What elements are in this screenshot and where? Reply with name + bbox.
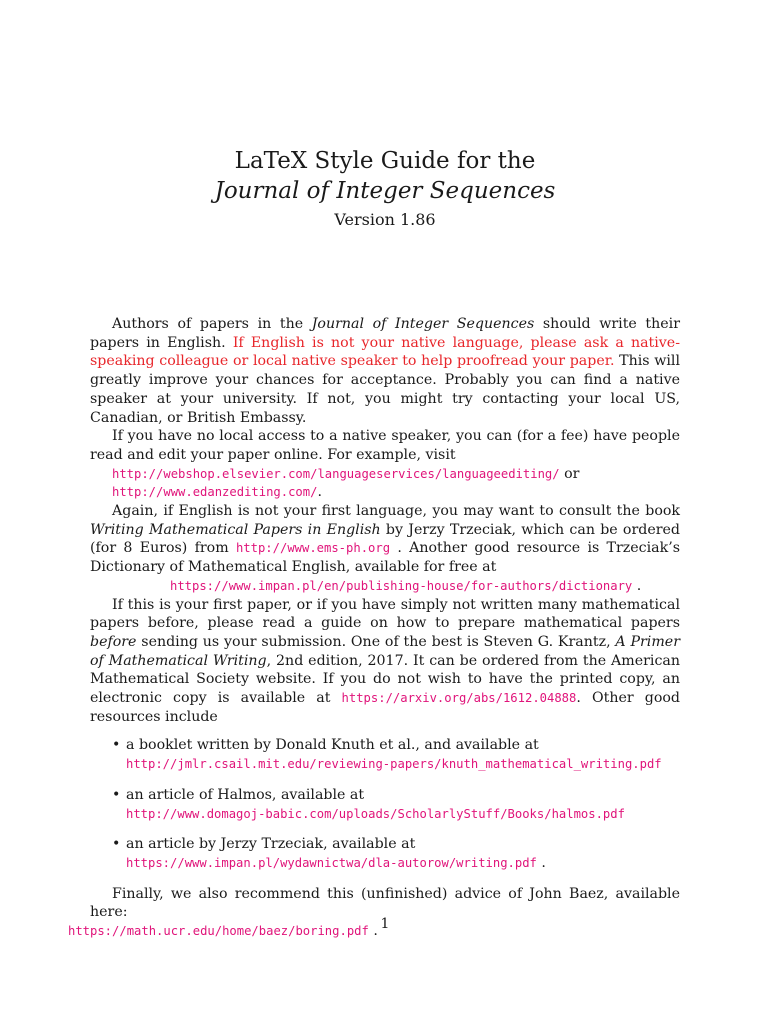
title-block xyxy=(0,146,770,231)
paragraph-trzeciak xyxy=(90,502,680,596)
version-label: Version 1.86 xyxy=(334,210,436,229)
bullet-icon: • xyxy=(112,786,121,803)
text: If this is your first paper, or if you have simply not written many mathematical papers before, please read a guide on how to prepare mathematical papers xyxy=(90,596,680,632)
page-number: 1 xyxy=(380,916,390,932)
text: Again, if English is not your first language, you may want to consult the book xyxy=(112,503,680,520)
book-title: A Primer of Mathematical Writing xyxy=(90,633,680,669)
link-edanz[interactable]: http://www.edanzediting.com/ xyxy=(112,485,318,500)
text: If you have no local access to a native speaker, you can (for a fee) have people read and edit your paper online. For example, visit xyxy=(90,428,680,463)
list-item xyxy=(90,835,680,872)
link-arxiv[interactable]: https://arxiv.org/abs/1612.04888 xyxy=(341,691,577,706)
text: an article of Halmos, available at xyxy=(126,786,365,803)
emphasis: before xyxy=(90,633,137,650)
document-title: LaTeX Style Guide for the xyxy=(234,148,536,174)
bullet-icon: • xyxy=(112,737,121,754)
text: . Another good resource is Trzeciak’s Dictionary of Mathematical English, available for free at xyxy=(90,540,680,576)
link-baez[interactable]: https://math.ucr.edu/home/baez/boring.pdf xyxy=(68,924,369,939)
link-ems[interactable]: http://www.ems-ph.org xyxy=(235,541,391,556)
text: or xyxy=(559,465,580,482)
journal-ref: Journal of Integer Sequences xyxy=(311,316,535,332)
text: sending us your submission. One of the best is Steven G. Krantz, xyxy=(136,633,616,650)
text: Finally, we also recommend this (unfinished) advice of John Baez, available here: xyxy=(90,885,680,921)
text: should write their papers in English. xyxy=(90,316,680,351)
text: This will greatly improve your chances for acceptance. Probably you can find a native speaker at your university. If not, you might try contacting your local US, Canadian, or British Embassy. xyxy=(90,353,680,426)
book-title: Writing Mathematical Papers in English xyxy=(90,521,381,538)
paragraph-online-editing xyxy=(90,427,680,502)
text: Authors of papers in the xyxy=(112,316,312,332)
warning-text: If English is not your native language, please ask a native-speaking colleague or local native speaker to help proofread your paper. xyxy=(90,334,680,370)
text: . xyxy=(632,577,642,594)
document-body xyxy=(68,315,680,941)
text: . xyxy=(317,484,322,501)
list-item xyxy=(90,736,680,773)
link-writing[interactable]: https://www.impan.pl/wydawnictwa/dla-autorow/writing.pdf xyxy=(126,855,537,870)
text: an article by Jerzy Trzeciak, available at xyxy=(126,836,416,853)
text: . xyxy=(536,854,546,871)
text: , 2nd edition, 2017. It can be ordered from the American Mathematical Society website. If you do not wish to have the printed copy, an electronic copy is available at xyxy=(90,652,680,707)
paragraph-english xyxy=(90,315,680,427)
text: . Other good resources include xyxy=(90,690,680,725)
link-knuth[interactable]: http://jmlr.csail.mit.edu/reviewing-papers/knuth_mathematical_writing.pdf xyxy=(126,757,662,772)
list-item xyxy=(90,786,680,823)
paragraph-baez xyxy=(68,885,680,941)
link-dictionary[interactable]: https://www.impan.pl/en/publishing-house/for-authors/dictionary xyxy=(170,578,633,593)
text: a booklet written by Donald Knuth et al., and available at xyxy=(126,737,539,754)
paragraph-first-paper xyxy=(90,596,680,727)
text: . xyxy=(368,923,378,940)
link-halmos[interactable]: http://www.domagoj-babic.com/uploads/ScholarlyStuff/Books/halmos.pdf xyxy=(126,806,625,821)
text: by Jerzy Trzeciak, which can be ordered (for 8 Euros) from xyxy=(90,521,680,557)
link-elsevier[interactable]: http://webshop.elsevier.com/languageservices/languageediting/ xyxy=(112,466,560,481)
journal-name: Journal of Integer Sequences xyxy=(214,178,556,204)
resource-list xyxy=(90,736,680,872)
bullet-icon: • xyxy=(112,836,121,853)
